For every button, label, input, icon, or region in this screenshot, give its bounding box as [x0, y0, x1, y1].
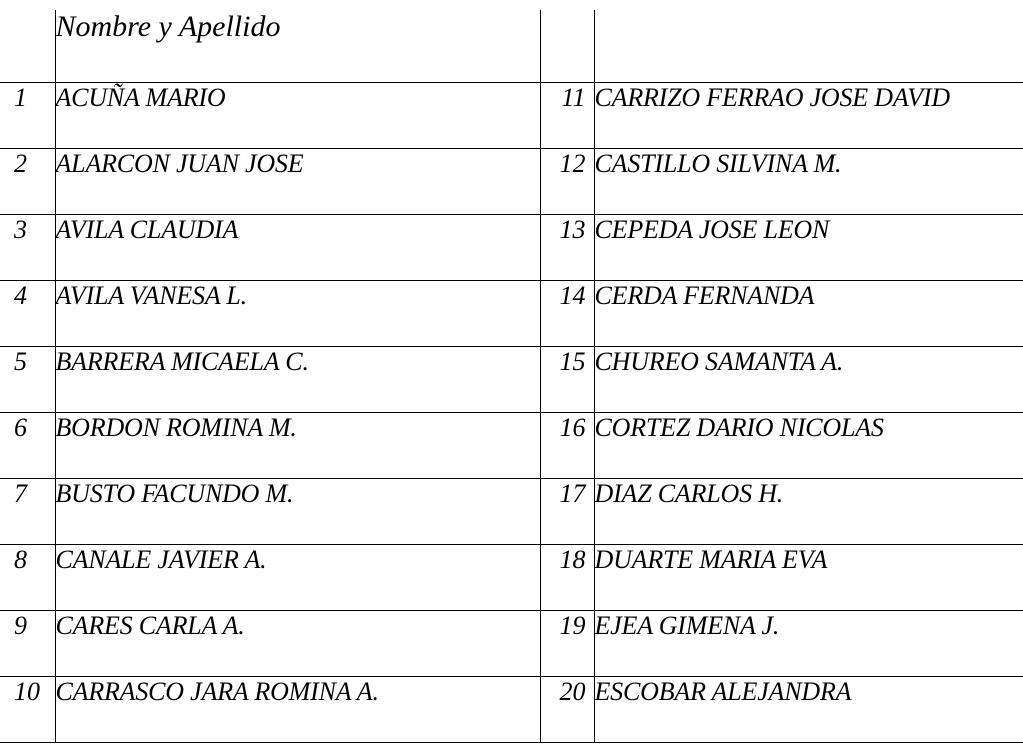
table-row: [0, 610, 1023, 676]
table-row: [0, 412, 1023, 478]
right-person-name: CHUREO SAMANTA A.: [594, 346, 1023, 412]
table-row: [0, 148, 1023, 214]
left-row-number: 8: [0, 544, 55, 610]
right-name-header-cell: [594, 10, 1023, 82]
right-row-number: 14: [540, 280, 594, 346]
left-person-name: BARRERA MICAELA C.: [55, 346, 540, 412]
right-number-header-cell: [540, 10, 594, 82]
right-row-number: 16: [540, 412, 594, 478]
table-row: [0, 82, 1023, 148]
left-row-number: 2: [0, 148, 55, 214]
right-row-number: 18: [540, 544, 594, 610]
left-row-number: 3: [0, 214, 55, 280]
right-person-name: DUARTE MARIA EVA: [594, 544, 1023, 610]
name-list-table: [0, 10, 1023, 743]
left-row-number: 9: [0, 610, 55, 676]
left-number-header-cell: [0, 10, 55, 82]
right-person-name: CERDA FERNANDA: [594, 280, 1023, 346]
right-row-number: 19: [540, 610, 594, 676]
table-row: [0, 346, 1023, 412]
table-row: [0, 280, 1023, 346]
table-row: [0, 478, 1023, 544]
table-row: [0, 214, 1023, 280]
right-row-number: 15: [540, 346, 594, 412]
table-row: [0, 676, 1023, 742]
table-header-row: [0, 10, 1023, 82]
left-row-number: 5: [0, 346, 55, 412]
left-row-number: 6: [0, 412, 55, 478]
right-person-name: CASTILLO SILVINA M.: [594, 148, 1023, 214]
right-person-name: EJEA GIMENA J.: [594, 610, 1023, 676]
left-person-name: BORDON ROMINA M.: [55, 412, 540, 478]
table-row: [0, 544, 1023, 610]
left-row-number: 7: [0, 478, 55, 544]
right-person-name: CORTEZ DARIO NICOLAS: [594, 412, 1023, 478]
left-person-name: CANALE JAVIER A.: [55, 544, 540, 610]
right-person-name: CARRIZO FERRAO JOSE DAVID: [594, 82, 1023, 148]
name-column-header: Nombre y Apellido: [55, 10, 540, 82]
right-person-name: CEPEDA JOSE LEON: [594, 214, 1023, 280]
right-person-name: ESCOBAR ALEJANDRA: [594, 676, 1023, 742]
left-person-name: CARRASCO JARA ROMINA A.: [55, 676, 540, 742]
left-person-name: CARES CARLA A.: [55, 610, 540, 676]
left-person-name: BUSTO FACUNDO M.: [55, 478, 540, 544]
right-row-number: 17: [540, 478, 594, 544]
left-row-number: 10: [0, 676, 55, 742]
left-person-name: ALARCON JUAN JOSE: [55, 148, 540, 214]
right-row-number: 13: [540, 214, 594, 280]
right-row-number: 11: [540, 82, 594, 148]
left-row-number: 4: [0, 280, 55, 346]
right-row-number: 20: [540, 676, 594, 742]
left-person-name: ACUÑA MARIO: [55, 82, 540, 148]
right-row-number: 12: [540, 148, 594, 214]
left-person-name: AVILA VANESA L.: [55, 280, 540, 346]
right-person-name: DIAZ CARLOS H.: [594, 478, 1023, 544]
left-person-name: AVILA CLAUDIA: [55, 214, 540, 280]
left-row-number: 1: [0, 82, 55, 148]
